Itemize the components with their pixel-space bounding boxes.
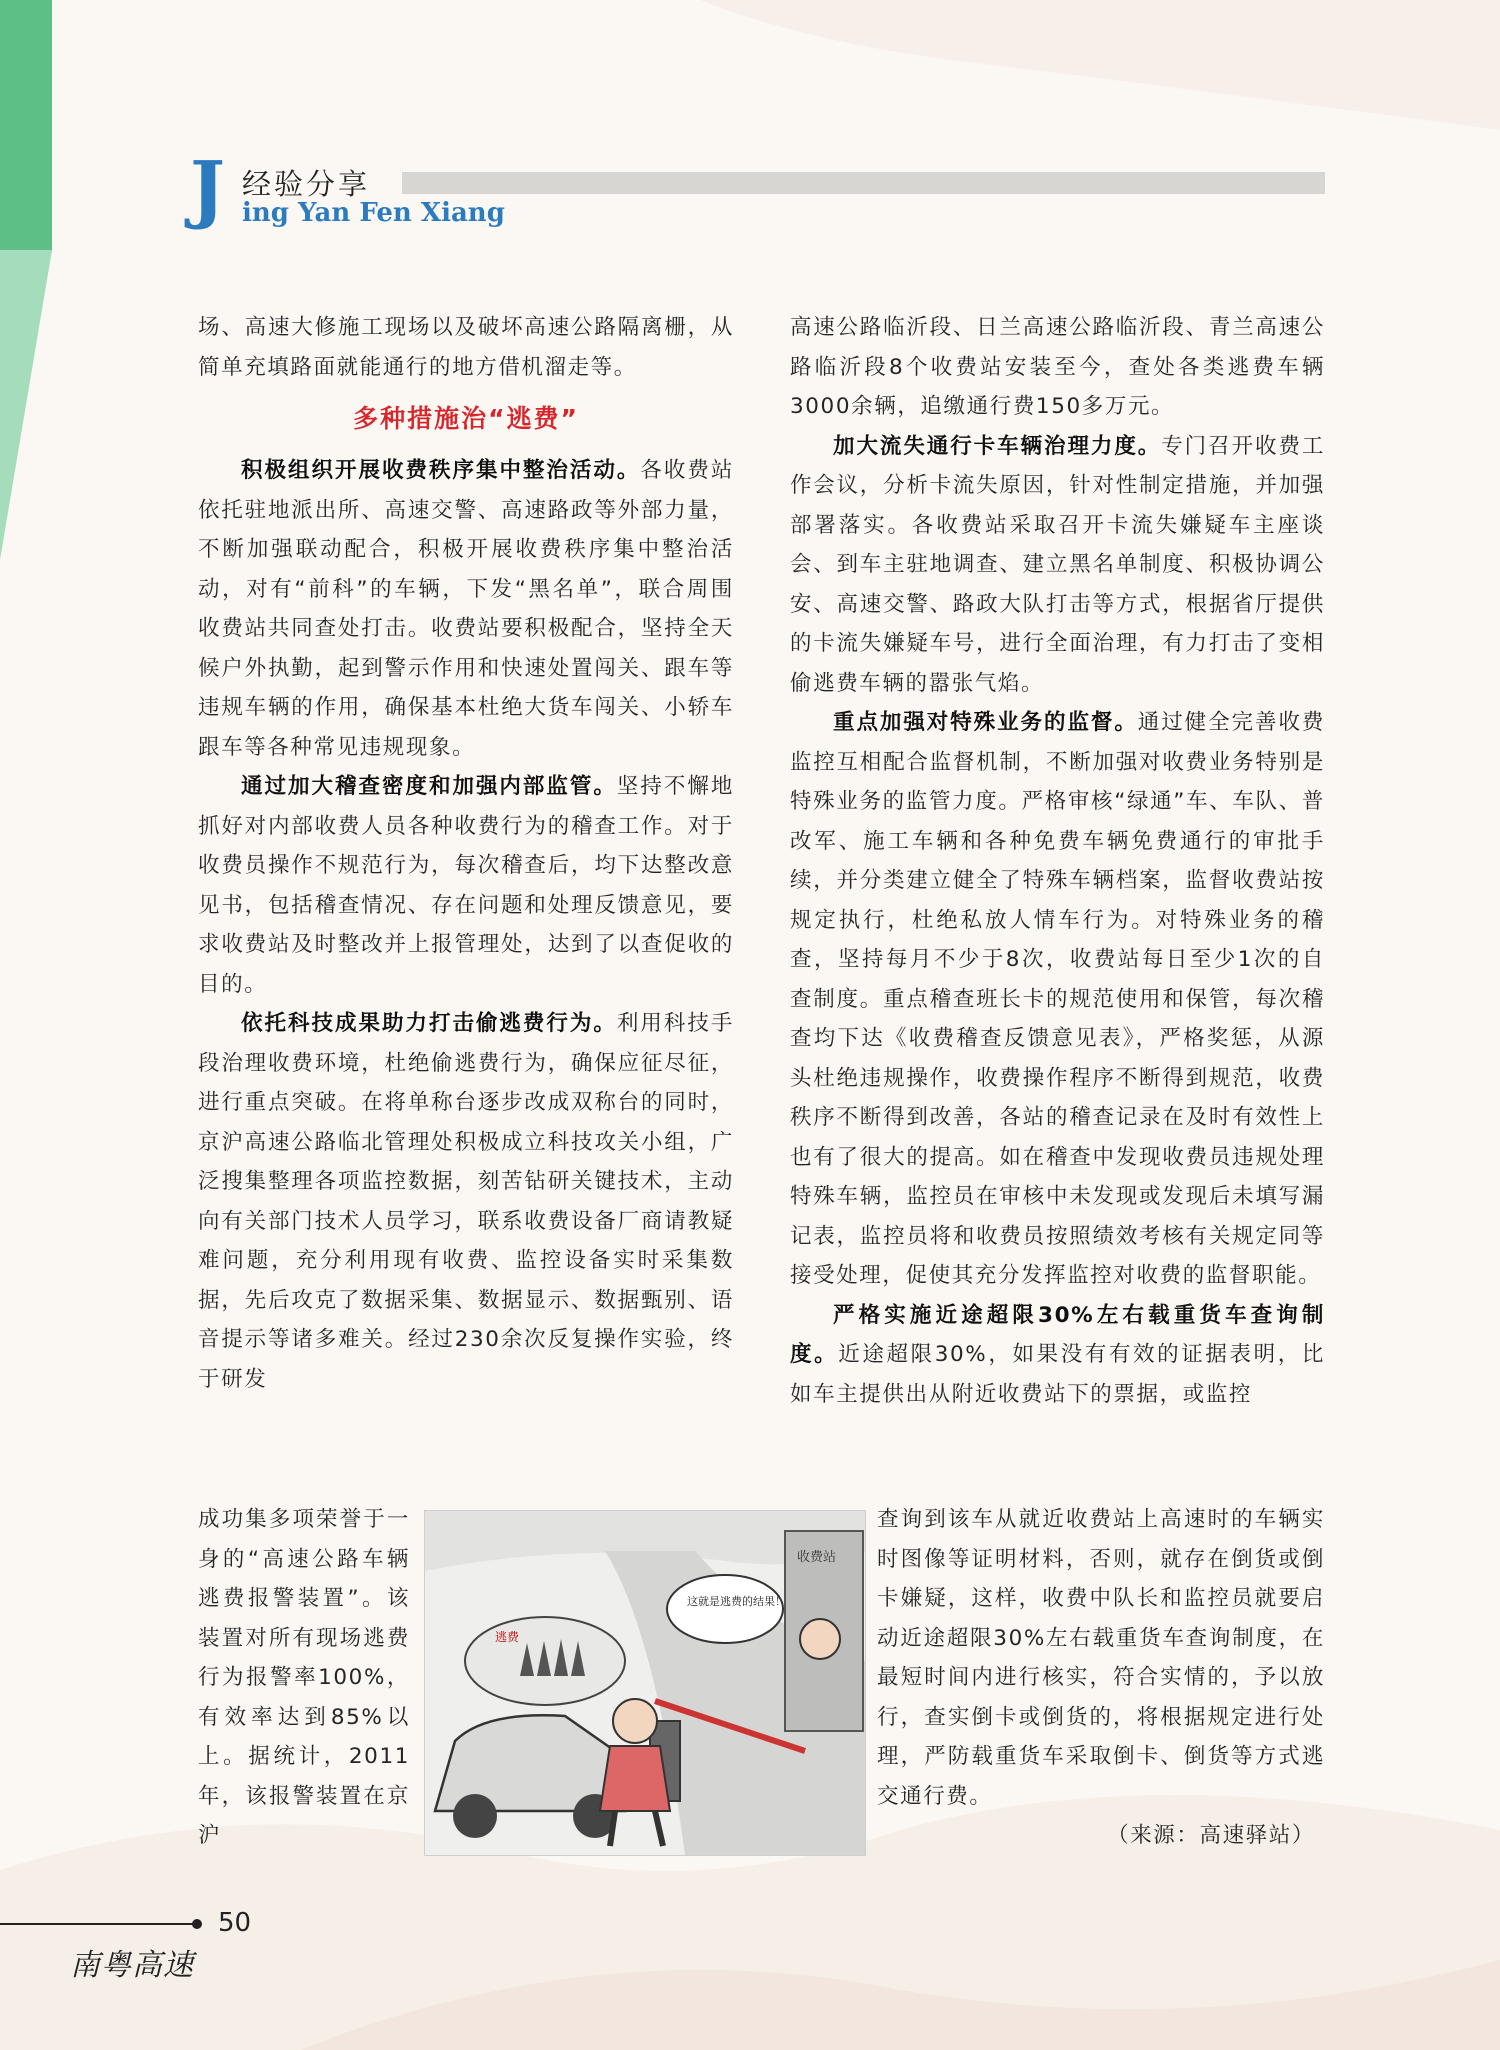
paragraph-body: 通过健全完善收费监控互相配合监督机制，不断加强对收费业务特别是特殊业务的监管力度。严格审核“绿通”车、车队、普改军、施工车辆和各种免费车辆免费通行的审批手续，并分类建立健全了特殊车辆档案，监督收费站按规定执行，杜绝私放人情车行为。对特殊业务的稽查，坚持每月不少于8次，收费站每日至少1次的自查制度。重点稽查班长卡的规范使用和保管，每次稽查均下达《收费稽查反馈意见表》，严格奖惩，从源头杜绝违规操作，收费操作程序不断得到规范，收费秩序不断得到改善，各站的稽查记录在及时有效性上也有了很大的提高。如在稽查中发现收费员违规处理特殊车辆，监控员在审核中未发现或发现后未填写漏记表，监控员将和收费员按照绩效考核有关规定同等接受处理，促使其充分发挥监控对收费的监督职能。: [790, 710, 1325, 1288]
cartoon-drawing: [425, 1511, 865, 1855]
right-wrap-text: [877, 1500, 1325, 1856]
section-header: [190, 146, 1325, 240]
section-title: 多种措施治“逃费”: [353, 404, 579, 433]
paragraph-body: 近途超限30%，如果没有有效的证据表明，比如车主提供出从附近收费站下的票据，或监控: [790, 1342, 1326, 1407]
paragraph: [790, 427, 1325, 704]
speech-bubble-text: 这就是逃费的结果！: [687, 1595, 786, 1608]
page-number: 50: [218, 1908, 252, 1938]
paragraph: [198, 451, 734, 767]
cartoon-illustration: [424, 1510, 866, 1856]
right-column: [790, 308, 1325, 1414]
booth-sign: 收费站: [797, 1550, 837, 1565]
magazine-logo: 南粤高速: [70, 1948, 194, 1983]
car-wheel: [453, 1794, 497, 1838]
officer-head: [800, 1619, 840, 1659]
thought-cloud-text: 逃费: [495, 1630, 520, 1644]
paragraph-lead: 通过加大稽查密度和加强内部监管。: [241, 774, 617, 799]
paragraph: [790, 703, 1325, 1296]
paragraph: [790, 1296, 1325, 1415]
header-initial: J: [190, 146, 226, 232]
footer-bullet: [192, 1919, 202, 1929]
paragraph: [198, 1004, 734, 1399]
decorative-green-band: [0, 0, 60, 560]
paragraph-lead: 积极组织开展收费秩序集中整治活动。: [241, 458, 641, 483]
speech-bubble: [667, 1575, 783, 1643]
paragraph-lead: 依托科技成果助力打击偷逃费行为。: [241, 1011, 617, 1036]
paragraph-continued: 成功集多项荣誉于一身的“高速公路车辆逃费报警装置”。该装置对所有现场逃费行为报警率100%，有效率达到85%以上。据统计，2011年，该报警装置在京沪: [198, 1507, 410, 1848]
paragraph-lead: 重点加强对特殊业务的监督。: [833, 710, 1138, 735]
driver-body: [600, 1746, 670, 1811]
paragraph: [198, 767, 734, 1004]
header-title-en: ing Yan Fen Xiang: [242, 198, 505, 228]
left-column: [198, 308, 734, 1399]
driver-head: [613, 1699, 657, 1743]
paragraph: 场、高速大修施工现场以及破坏高速公路隔离栅，从简单充填路面就能通行的地方借机溜走等。: [198, 315, 734, 380]
left-wrap-text: [198, 1500, 410, 1856]
article-source: （来源：高速驿站）: [1107, 1823, 1315, 1848]
paragraph-continued: 查询到该车从就近收费站上高速时的车辆实时图像等证明材料，否则，就存在倒货或倒卡嫌疑，这样，收费中队长和监控员就要启动近途超限30%左右载重货车查询制度，在最短时间内进行核实，符合实情的，予以放行，查实倒卡或倒货的，将根据规定进行处理，严防载重货车采取倒卡、倒货等方式逃交通行费。: [877, 1507, 1325, 1809]
paragraph-body: 坚持不懈地抓好对内部收费人员各种收费行为的稽查工作。对于收费员操作不规范行为，每次稽查后，均下达整改意见书，包括稽查情况、存在问题和处理反馈意见，要求收费站及时整改并上报管理处，达到了以查促收的目的。: [198, 774, 734, 997]
paragraph-body: 利用科技手段治理收费环境，杜绝偷逃费行为，确保应征尽征，进行重点突破。在将单称台逐步改成双称台的同时，京沪高速公路临北管理处积极成立科技攻关小组，广泛搜集整理各项监控数据，刻苦钻研关键技术，主动向有关部门技术人员学习，联系收费设备厂商请教疑难问题，充分利用现有收费、监控设备实时采集数据，先后攻克了数据采集、数据显示、数据甄别、语音提示等诸多难关。经过230余次反复操作实验，终于研发: [198, 1011, 734, 1392]
paragraph: 高速公路临沂段、日兰高速公路临沂段、青兰高速公路临沂段8个收费站安装至今，查处各类逃费车辆3000余辆，追缴通行费150多万元。: [790, 315, 1325, 419]
paragraph-lead: 加大流失通行卡车辆治理力度。: [833, 433, 1162, 459]
paragraph-body: 专门召开收费工作会议，分析卡流失原因，针对性制定措施，并加强部署落实。各收费站采取召开卡流失嫌疑车主座谈会、到车主驻地调查、建立黑名单制度、积极协调公安、高速交警、路政大队打击等方式，根据省厅提供的卡流失嫌疑车号，进行全面治理，有力打击了变相偷逃费车辆的嚣张气焰。: [790, 433, 1326, 696]
footer-rule: [0, 1923, 196, 1925]
header-bar: [402, 172, 1325, 194]
paragraph-body: 各收费站依托驻地派出所、高速交警、高速路政等外部力量，不断加强联动配合，积极开展收费秩序集中整治活动，对有“前科”的车辆，下发“黑名单”，联合周围收费站共同查处打击。收费站要积极配合，坚持全天候户外执勤，起到警示作用和快速处置闯关、跟车等违规车辆的作用，确保基本杜绝大货车闯关、小轿车跟车等各种常见违规现象。: [198, 458, 735, 760]
paragraph-lead: 严格实施近途超限30%左右载重货车查询制度。: [790, 1302, 1325, 1367]
header-title-cn: 经验分享: [242, 167, 371, 201]
